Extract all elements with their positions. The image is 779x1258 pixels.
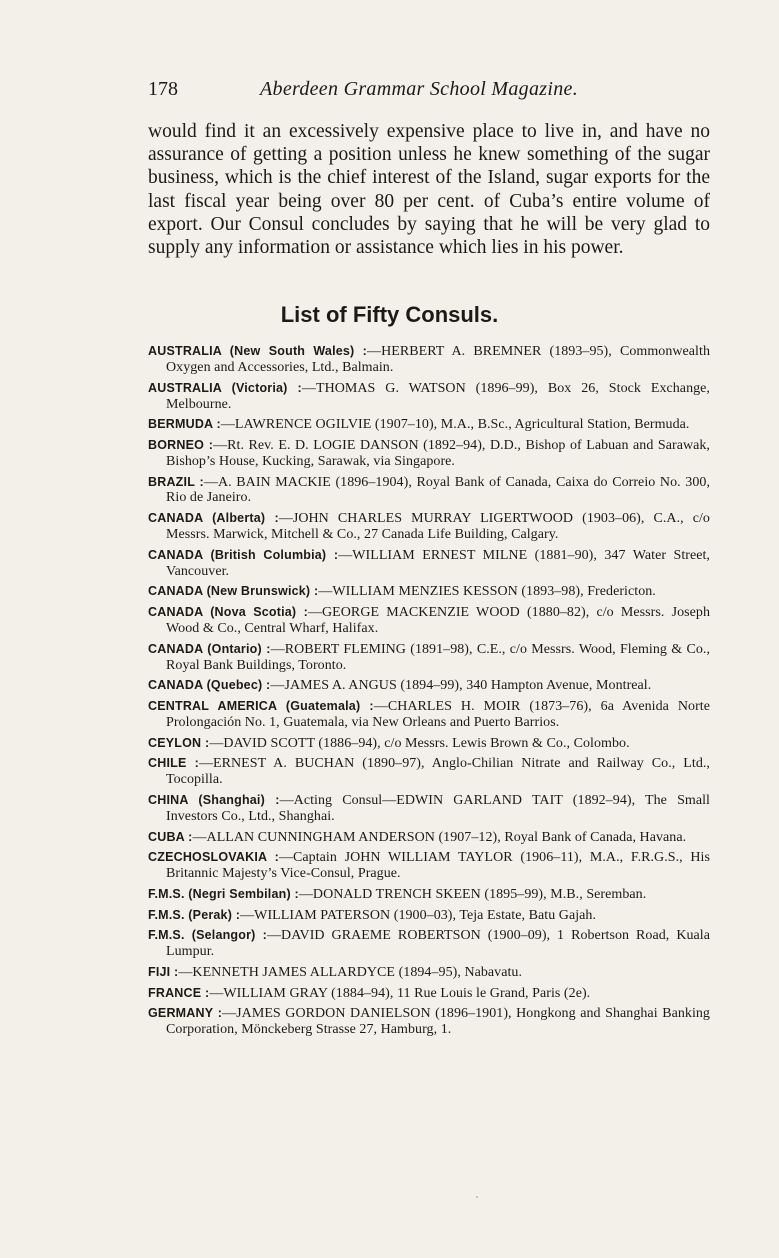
consul-country: AUSTRALIA (Victoria) : bbox=[148, 380, 302, 395]
consul-entry bbox=[148, 887, 710, 903]
consul-detail: —CHARLES H. MOIR (1873–76), 6a Avenida Norte Prolongación No. 1, Guatemala, via New Orleans and Puerto Barrios. bbox=[166, 698, 710, 730]
consul-detail: —JAMES A. ANGUS (1894–99), 340 Hampton Avenue, Montreal. bbox=[270, 678, 652, 694]
consul-country: AUSTRALIA (New South Wales) : bbox=[148, 344, 368, 358]
consul-entry bbox=[148, 438, 710, 470]
consul-country: CANADA (Ontario) : bbox=[148, 641, 271, 656]
consul-detail: —WILLIAM ERNEST MILNE (1881–90), 347 Water Street, Vancouver. bbox=[166, 547, 710, 579]
consul-country: CUBA : bbox=[148, 829, 193, 844]
running-title: Aberdeen Grammar School Magazine. bbox=[260, 78, 578, 100]
consul-detail: —DONALD TRENCH SKEEN (1895–99), M.B., Seremban. bbox=[298, 886, 647, 902]
consul-entry bbox=[148, 475, 710, 507]
consul-country: CEYLON : bbox=[148, 735, 210, 750]
consul-entry bbox=[148, 793, 710, 825]
consul-detail: —THOMAS G. WATSON (1896–99), Box 26, Stock Exchange, Melbourne. bbox=[166, 380, 710, 412]
consul-country: F.M.S. (Perak) : bbox=[148, 907, 241, 922]
consul-entry bbox=[148, 678, 710, 694]
consul-detail: —JOHN CHARLES MURRAY LIGERTWOOD (1903–06), C.A., c/o Messrs. Marwick, Mitchell & Co., 27 Canada Life Building, Calgary. bbox=[166, 511, 710, 543]
page-header bbox=[148, 78, 708, 108]
consul-country: CANADA (Quebec) : bbox=[148, 678, 271, 693]
consul-country: GERMANY : bbox=[148, 1006, 223, 1021]
consul-detail: —Acting Consul—EDWIN GARLAND TAIT (1892–94), The Small Investors Co., Ltd., Shanghai. bbox=[166, 792, 710, 824]
consul-entry bbox=[148, 756, 710, 788]
consul-entry bbox=[148, 928, 710, 960]
consul-detail: —Captain JOHN WILLIAM TAYLOR (1906–11), M.A., F.R.G.S., His Britannic Majesty’s Vice-Consul, Prague. bbox=[166, 850, 710, 882]
consul-entry bbox=[148, 699, 710, 731]
consul-detail: —DAVID SCOTT (1886–94), c/o Messrs. Lewis Brown & Co., Colombo. bbox=[209, 735, 630, 751]
consul-detail: —LAWRENCE OGILVIE (1907–10), M.A., B.Sc., Agricultural Station, Bermuda. bbox=[220, 417, 690, 433]
consul-entry bbox=[148, 548, 710, 580]
consul-detail: —HERBERT A. BREMNER (1893–95), Commonwealth Oxygen and Accessories, Ltd., Balmain. bbox=[166, 344, 710, 375]
consul-entry bbox=[148, 381, 710, 413]
consul-detail: —WILLIAM MENZIES KESSON (1893–98), Fredericton. bbox=[318, 584, 656, 600]
consul-entry bbox=[148, 584, 710, 600]
consul-country: FRANCE : bbox=[148, 985, 210, 1000]
consul-entry bbox=[148, 605, 710, 637]
consul-country: CENTRAL AMERICA (Guatemala) : bbox=[148, 698, 374, 713]
consul-country: BRAZIL : bbox=[148, 474, 204, 489]
consul-country: BORNEO : bbox=[148, 437, 214, 452]
consul-entry bbox=[148, 417, 710, 433]
consul-country: CHILE : bbox=[148, 756, 199, 771]
paper-speck bbox=[476, 1196, 478, 1198]
consul-entry bbox=[148, 850, 710, 882]
consul-country: BERMUDA : bbox=[148, 417, 221, 432]
consul-country: CANADA (Nova Scotia) : bbox=[148, 605, 308, 620]
consul-detail: —WILLIAM GRAY (1884–94), 11 Rue Louis le Grand, Paris (2e). bbox=[209, 985, 591, 1001]
consul-country: CZECHOSLOVAKIA : bbox=[148, 850, 279, 865]
consul-entry bbox=[148, 736, 710, 752]
consul-entry bbox=[148, 1006, 710, 1038]
consul-country: CANADA (Alberta) : bbox=[148, 511, 279, 526]
consul-country: F.M.S. (Selangor) : bbox=[148, 928, 267, 943]
consul-entry bbox=[148, 908, 710, 924]
consul-entry bbox=[148, 642, 710, 674]
consul-detail: —Rt. Rev. E. D. LOGIE DANSON (1892–94), D.D., Bishop of Labuan and Sarawak, Bishop’s House, Kucking, Sarawak, via Singapore. bbox=[166, 437, 710, 469]
list-heading: List of Fifty Consuls. bbox=[280, 302, 499, 327]
consul-detail: —DAVID GRAEME ROBERTSON (1900–09), 1 Robertson Road, Kuala Lumpur. bbox=[166, 928, 710, 960]
consul-detail: —JAMES GORDON DANIELSON (1896–1901), Hongkong and Shanghai Banking Corporation, Mönckeberg Strasse 27, Hamburg, 1. bbox=[166, 1006, 710, 1038]
page-number: 178 bbox=[148, 78, 178, 100]
consul-country: CANADA (New Brunswick) : bbox=[148, 584, 319, 599]
consul-country: FIJI : bbox=[148, 964, 179, 979]
consul-entry bbox=[148, 965, 710, 981]
consul-entry bbox=[148, 986, 710, 1002]
consul-detail: —ALLAN CUNNINGHAM ANDERSON (1907–12), Royal Bank of Canada, Havana. bbox=[192, 829, 687, 845]
consul-list bbox=[148, 344, 710, 1043]
consul-country: CHINA (Shanghai) : bbox=[148, 792, 280, 807]
consul-country: F.M.S. (Negri Sembilan) : bbox=[148, 886, 299, 901]
consul-detail: —WILLIAM PATERSON (1900–03), Teja Estate, Batu Gajah. bbox=[240, 907, 597, 923]
consul-country: CANADA (British Columbia) : bbox=[148, 547, 339, 562]
consul-detail: —ROBERT FLEMING (1891–98), C.E., c/o Messrs. Wood, Fleming & Co., Royal Bank Buildings, Toronto. bbox=[166, 641, 710, 673]
consul-detail: —KENNETH JAMES ALLARDYCE (1894–95), Nabavatu. bbox=[178, 964, 523, 980]
consul-detail: —A. BAIN MACKIE (1896–1904), Royal Bank of Canada, Caixa do Correio No. 300, Rio de Janeiro. bbox=[166, 474, 710, 506]
consul-detail: —GEORGE MACKENZIE WOOD (1880–82), c/o Messrs. Joseph Wood & Co., Central Wharf, Halifax. bbox=[166, 605, 710, 636]
consul-entry bbox=[148, 511, 710, 543]
consul-entry bbox=[148, 344, 710, 376]
intro-paragraph: would find it an excessively expensive place to live in, and have no assurance of getting a position unless he knew something of the sugar business, which is the chief interest of the Island, sugar exports for the last fiscal year being over 80 per cent. of Cuba’s entire volume of export. Our Consul concludes by saying that he will be very glad to supply any information or assistance which lies in his power. bbox=[148, 121, 710, 259]
consul-detail: —ERNEST A. BUCHAN (1890–97), Anglo-Chilian Nitrate and Railway Co., Ltd., Tocopilla. bbox=[166, 756, 710, 788]
consul-entry bbox=[148, 830, 710, 846]
